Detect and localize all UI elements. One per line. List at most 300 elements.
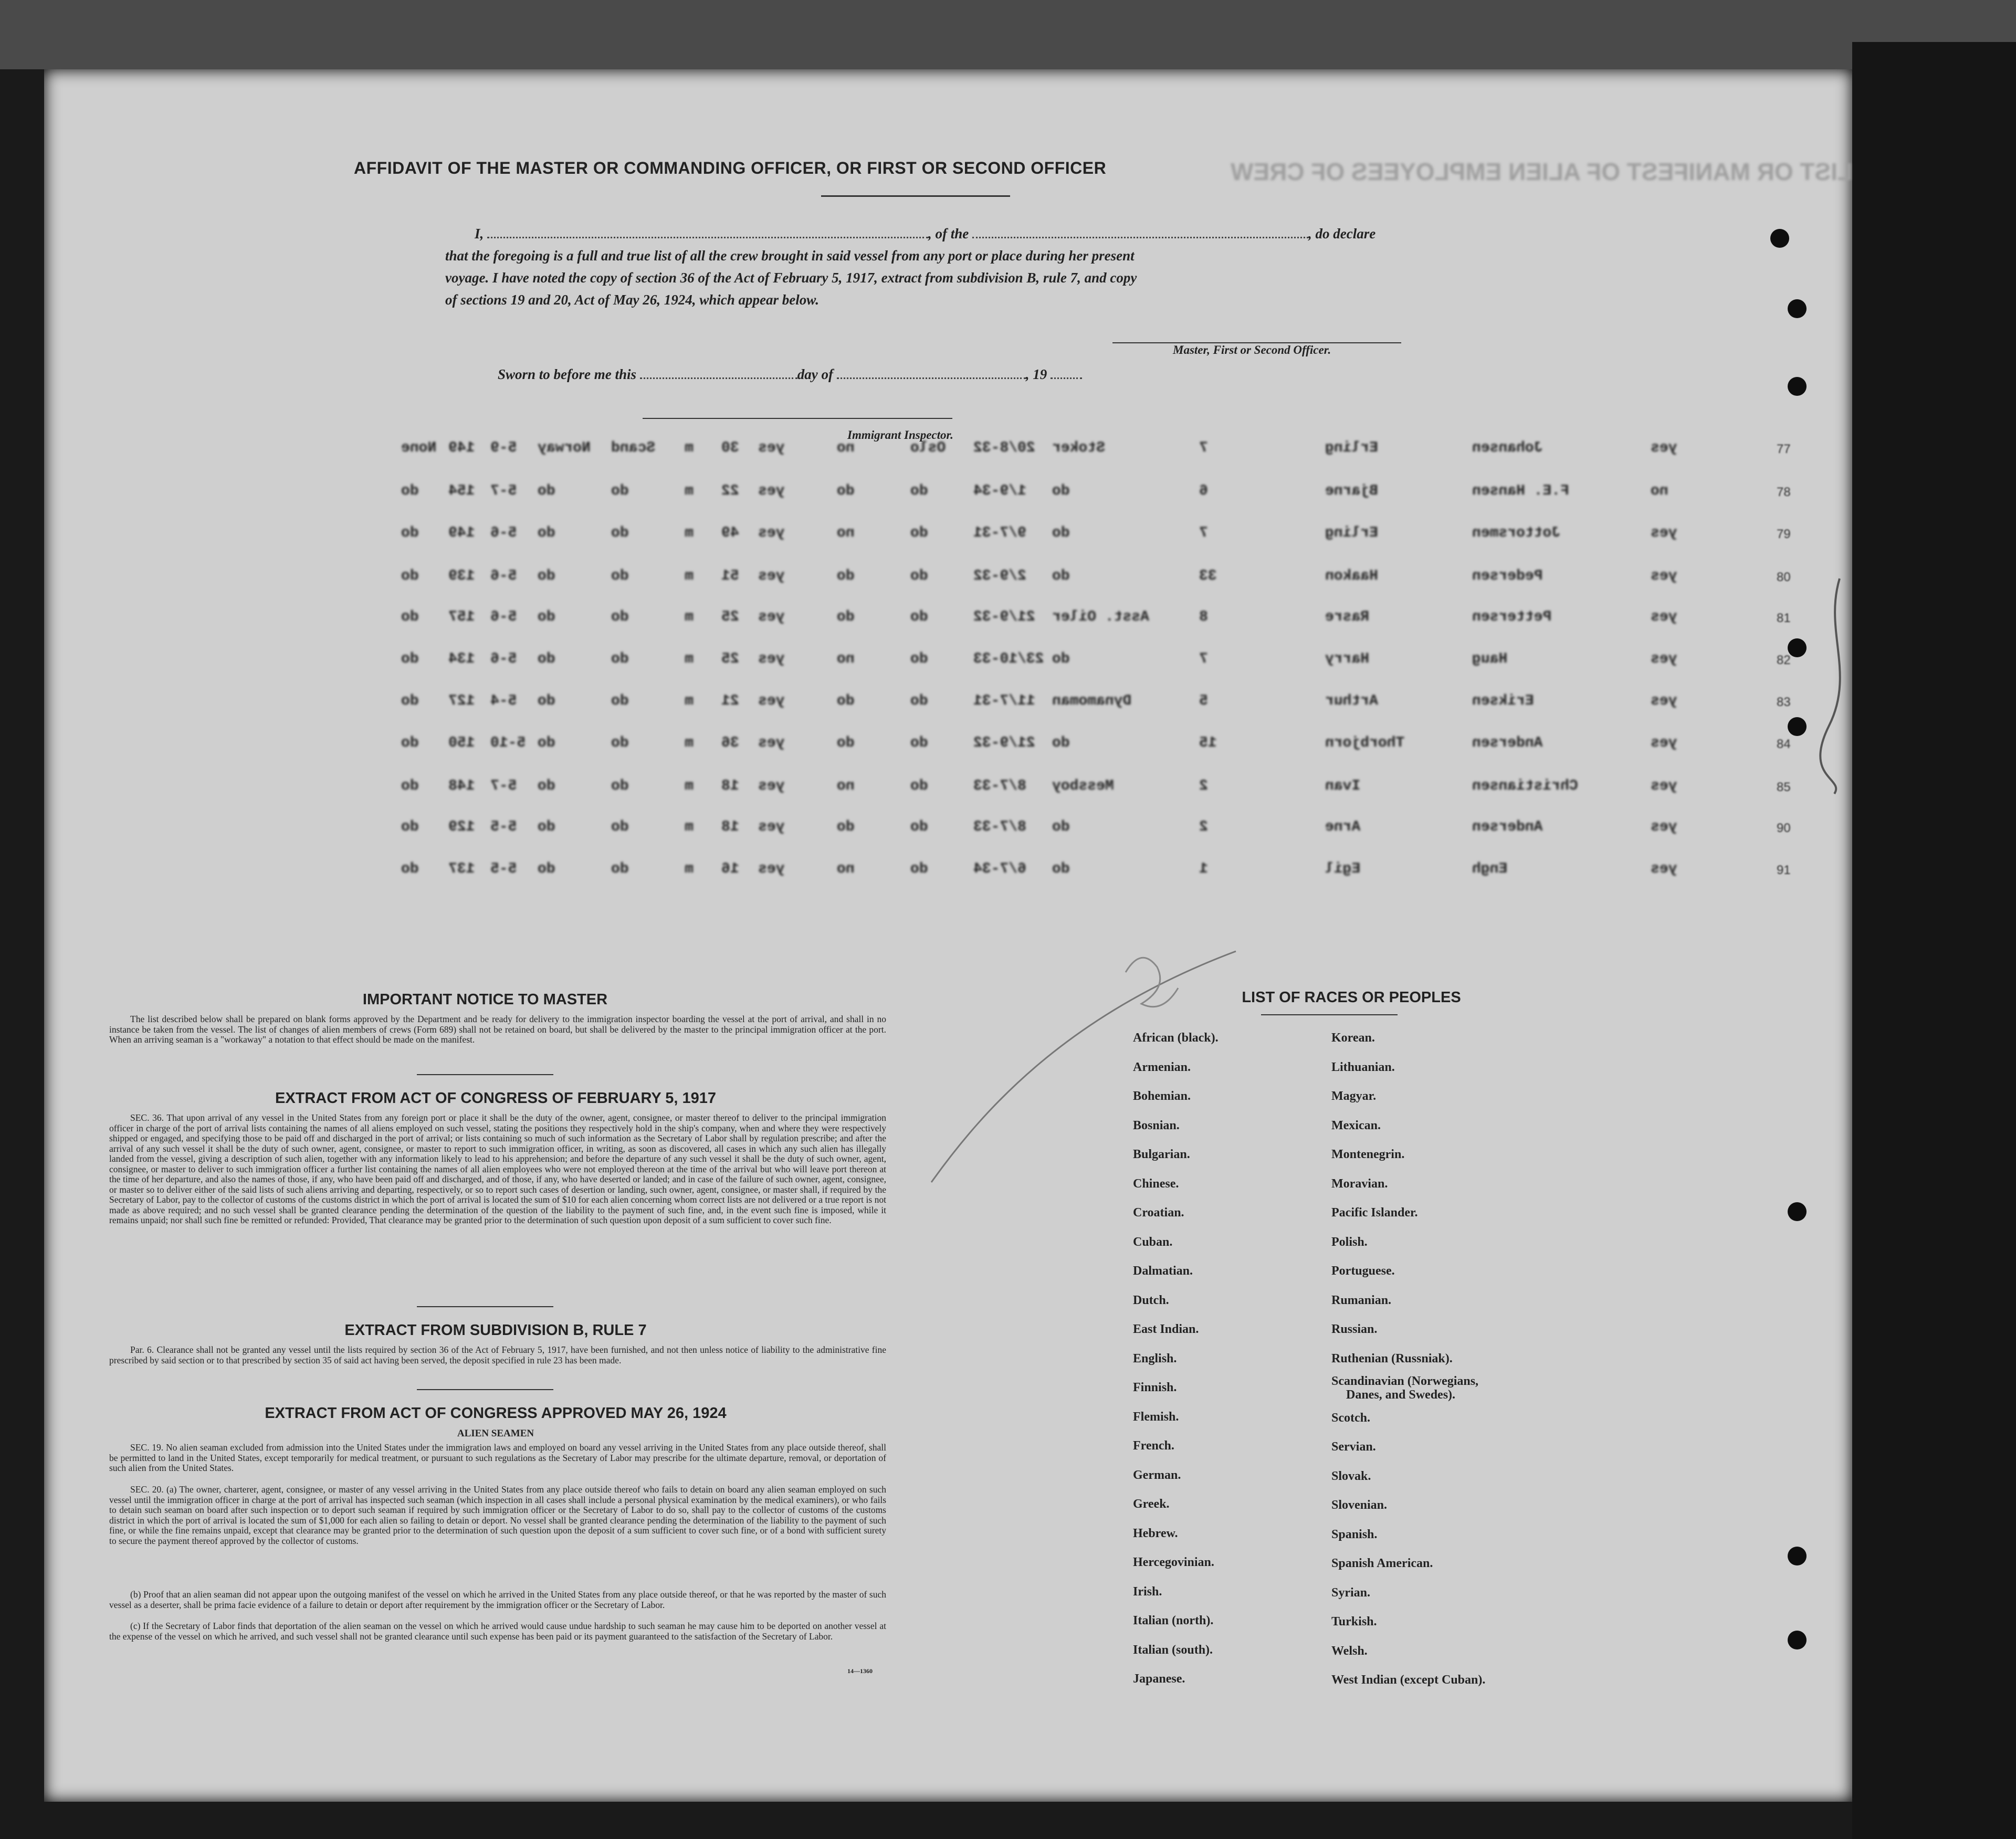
crew-cell-c2: do [837,735,855,751]
race-item-label: Slovak. [1331,1469,1371,1483]
inspector-signature-line [643,418,952,419]
race-item [1331,1257,1485,1286]
crew-cell-surname: Christiansen [1472,778,1578,794]
race-item-label: Korean. [1331,1031,1375,1045]
sworn-line [498,366,1082,383]
crew-cell-sex: m [685,735,694,751]
races-title: LIST OF RACES OR PEOPLES [1242,989,1461,1006]
race-item [1331,1315,1485,1344]
race-item: Italian (south). [1133,1643,1213,1657]
crew-cell-role: do [1052,819,1070,835]
crew-cell-c3: yes [758,440,785,456]
crew-cell-race: do [611,735,629,751]
notice-title: IMPORTANT NOTICE TO MASTER [362,991,608,1008]
crew-cell-c1: 8 [1199,609,1208,625]
crew-cell-age: 25 [721,609,739,625]
crew-cell-place: do [910,651,928,667]
crew-cell-c1: 1 [1199,861,1208,877]
crew-cell-sex: m [685,525,694,541]
race-item: Cuban. [1133,1235,1173,1249]
rule7-body: Par. 6. Clearance shall not be granted any vessel until the lists required by section 36 of the Act of February 5, 1917, have been furnished, and not then unless notice of liability to the administrative fine prescribed by said section or to that prescribed by section 35 of said act having been served, the deposit specified in rule 23 has been made. [109,1344,886,1365]
crew-cell-wt: 139 [448,568,475,584]
crew-cell-nat: do [538,819,555,835]
crew-cell-ans: no [1651,483,1668,499]
extract-1924-sec20c: (c) If the Secretary of Labor finds that deportation of the alien seaman on the vessel on which he arrived would cause undue hardship to such seaman he may cause him to be deported on another vessel at the expense of the vessel on which he arrived, and such vessel shall not be granted clearance until such expense has been paid or its payment guaranteed to the satisfaction of the Secretary of Labor. [109,1621,886,1642]
crew-cell-c1: 6 [1199,483,1208,499]
notice-body: The list described below shall be prepared on blank forms approved by the Department and be ready for delivery to the immigration inspector boarding the vessel at the port of arrival, and shall in no instance be taken from the vessel. The list of changes of alien members of crews (Form 689) shall not be retained on board, but shall be delivered by the master to the principal immigration officer at the port. When an arriving seaman is a "workaway" a notation to that effect should be made on the manifest. [109,1014,886,1045]
crew-cell-rem: do [401,819,419,835]
crew-row [338,735,1840,756]
race-item [1331,1462,1485,1491]
crew-cell-role: do [1052,568,1070,584]
crew-cell-nat: do [538,693,555,709]
notice-divider [417,1074,553,1075]
punch-hole [1770,229,1789,248]
crew-cell-date: 8/7-33 [973,778,1026,794]
race-item: Croatian. [1133,1206,1184,1220]
race-item [1331,1637,1485,1666]
crew-cell-c3: yes [758,778,785,794]
crew-cell-surname: Andersen [1472,735,1543,751]
affidavit-line4: of sections 19 and 20, Act of May 26, 1924, which appear below. [445,292,819,308]
crew-cell-rem: None [401,440,437,456]
crew-row [338,525,1840,546]
crew-cell-c1: 2 [1199,819,1208,835]
race-item-label: Slovenian. [1331,1498,1388,1512]
crew-cell-date: 6/7-34 [973,861,1026,877]
crew-cell-age: 30 [721,440,739,456]
crew-cell-c2: do [837,483,855,499]
race-item: Bosnian. [1133,1118,1180,1132]
race-item-label: West Indian (except Cuban). [1331,1673,1486,1687]
crew-cell-race: do [611,861,629,877]
crew-cell-age: 36 [721,735,739,751]
crew-row-number: 91 [1777,863,1791,877]
crew-cell-race: do [611,819,629,835]
crew-row-number: 80 [1777,570,1791,584]
sworn-year-blank [1051,377,1082,379]
crew-cell-rem: do [401,609,419,625]
race-item-label: Montenegrin. [1331,1148,1405,1161]
extract-1917-divider [417,1306,553,1307]
extract-1924-subtitle: ALIEN SEAMEN [457,1428,534,1439]
crew-cell-surname: Engh [1472,861,1508,877]
crew-cell-ans: yes [1651,735,1677,751]
crew-cell-race: do [611,483,629,499]
crew-cell-ht: 5-5 [490,861,517,877]
crew-cell-age: 25 [721,651,739,667]
crew-cell-place: do [910,693,928,709]
race-item: African (black). [1133,1031,1219,1045]
crew-row-number: 77 [1777,442,1791,456]
race-item: Irish. [1133,1584,1162,1599]
race-item [1331,1549,1485,1579]
race-item: German. [1133,1468,1181,1482]
punch-hole [1788,299,1807,318]
crew-cell-place: do [910,568,928,584]
race-item: Italian (north). [1133,1614,1214,1627]
rule7-title: EXTRACT FROM SUBDIVISION B, RULE 7 [344,1322,647,1339]
races-column-2 [1331,1024,1485,1695]
race-item [1331,1491,1485,1520]
crew-cell-role: do [1052,525,1070,541]
sworn-day-blank [640,377,797,379]
crew-cell-place: do [910,609,928,625]
crew-cell-c2: do [837,693,855,709]
crew-cell-wt: 134 [448,651,475,667]
race-item-label: Magyar. [1331,1089,1377,1103]
crew-cell-nat: do [538,861,555,877]
scanner-top-edge [0,0,2016,69]
manifest-sheet [44,69,1852,1802]
crew-cell-given: Harry [1325,651,1370,667]
crew-cell-surname: Johansen [1472,440,1543,456]
race-item-label: Moravian. [1331,1176,1388,1191]
crew-cell-given: Erling [1325,440,1378,456]
race-item: Bulgarian. [1133,1148,1190,1161]
race-item: Dalmatian. [1133,1264,1193,1278]
race-item-label: Mexican. [1331,1118,1381,1132]
crew-cell-wt: 129 [448,819,475,835]
race-item-label: Welsh. [1331,1644,1368,1658]
crew-cell-nat: do [538,651,555,667]
race-item [1331,1140,1485,1170]
extract-1924-sec20b: (b) Proof that an alien seaman did not appear upon the outgoing manifest of the vessel on which he arrived in the United States from any place outside thereof, or that he was reported by the master of such vessel as a deserter, shall be prima facie evidence of a failure to detain or deport after requirement by the immigration officer or the Secretary of Labor. [109,1589,886,1610]
crew-cell-given: Arthur [1325,693,1378,709]
crew-row [338,609,1840,630]
crew-cell-date: 8/7-33 [973,819,1026,835]
crew-row [338,568,1840,589]
crew-cell-c1: 2 [1199,778,1208,794]
crew-cell-age: 16 [721,861,739,877]
inspector-label: Immigrant Inspector. [847,428,953,442]
rule7-divider [417,1389,553,1390]
crew-cell-race: do [611,525,629,541]
race-item: Japanese. [1133,1672,1185,1686]
crew-cell-c1: 7 [1199,440,1208,456]
race-item-label: Scandinavian (Norwegians, [1331,1374,1479,1388]
crew-cell-rem: do [401,778,419,794]
crew-cell-sex: m [685,440,694,456]
crew-cell-c3: yes [758,651,785,667]
crew-cell-place: do [910,861,928,877]
crew-cell-nat: do [538,778,555,794]
crew-cell-date: 2/9-32 [973,568,1026,584]
race-item [1331,1666,1485,1695]
crew-row-number: 78 [1777,485,1791,499]
race-item: Hebrew. [1133,1526,1178,1540]
punch-hole [1788,717,1807,736]
crew-cell-age: 22 [721,483,739,499]
scanner-right-edge [1852,42,2016,1839]
races-divider [1261,1014,1398,1015]
crew-cell-rem: do [401,735,419,751]
crew-cell-ht: 5-6 [490,609,517,625]
crew-cell-age: 51 [721,568,739,584]
crew-cell-wt: 148 [448,778,475,794]
punch-hole [1788,377,1807,396]
crew-cell-sex: m [685,651,694,667]
crew-cell-nat: do [538,525,555,541]
crew-cell-age: 18 [721,778,739,794]
crew-row-number: 82 [1777,653,1791,667]
crew-cell-ht: 5-9 [490,440,517,456]
crew-cell-c2: no [837,778,855,794]
crew-cell-ht: 5-5 [490,819,517,835]
crew-cell-rem: do [401,651,419,667]
affidavit-declare-label: , do declare [1308,226,1376,241]
name-blank [487,237,928,238]
extract-1917-body: SEC. 36. That upon arrival of any vessel in the United States from any foreign port or place it shall be the duty of the owner, agent, consignee, or master thereof to deliver to the principal immigration officer in charge of the port of arrival lists containing the names of all aliens employed on such vessel, stating the positions they respectively hold in the ship's company, when and where they were respectively shipped or engaged, and specifying those to be paid off and discharged in the port of arrival; or lists containing so much of such information as the Secretary of Labor shall by regulation prescribe; and after the arrival of any such vessel it shall be the duty of such owner, agent, consignee, or master to report to such immigration officer, in writing, as soon as discovered, all cases in which any such alien has illegally landed from the vessel, giving a description of such alien, together with any information likely to lead to his apprehension; and before the departure of any such vessel it shall be the duty of such owner, agent, consignee, or master to deliver to such immigration officer a further list containing the names of all alien employees who were not employed thereon at the time of the arrival but who will leave port thereon at the time of her departure, and also the names of those, if any, who have been paid off and discharged, and of those, if any, who have deserted or landed; and in case of the failure of such owner, agent, consignee, or master so to deliver either of the said lists of such aliens arriving and departing, respectively, or so to report such cases of desertion or landing, such owner, agent, consignee, or master shall, if required by the Secretary of Labor, pay to the collector of customs of the customs district in which the port of arrival is located the sum of $10 for each alien concerning whom correct lists are not delivered or a true report is not made as above required; and no such vessel shall be granted clearance pending the determination of the question of the liability to the payment of such fine, and, in the event such fine is imposed, while it remains unpaid; nor shall such fine be remitted or refunded: Provided, That clearance may be granted prior to the determination of such question upon deposit of a sum sufficient to cover such fine. [109,1112,886,1225]
crew-cell-date: 11/7-31 [973,693,1035,709]
crew-cell-given: Ivan [1325,778,1361,794]
race-item-label: Syrian. [1331,1585,1371,1600]
crew-cell-sex: m [685,693,694,709]
crew-cell-race: do [611,609,629,625]
punch-hole [1788,1202,1807,1221]
race-item [1331,1373,1485,1404]
crew-cell-date: 1/9-34 [973,483,1026,499]
position-blank [972,237,1308,238]
crew-cell-ans: yes [1651,693,1677,709]
crew-cell-sex: m [685,861,694,877]
crew-cell-race: do [611,651,629,667]
crew-cell-rem: do [401,568,419,584]
extract-1917-title: EXTRACT FROM ACT OF CONGRESS OF FEBRUARY 5, 1917 [275,1090,717,1107]
sworn-day-of-label: day of [797,366,834,382]
crew-cell-role: do [1052,735,1070,751]
race-item [1331,1520,1485,1550]
title-divider [821,195,1010,197]
crew-cell-surname: Haug [1472,651,1508,667]
punch-hole [1788,638,1807,657]
crew-cell-race: Scand [611,440,656,456]
crew-row-number: 79 [1777,527,1791,541]
race-item-label: Servian. [1331,1440,1376,1454]
crew-cell-given: Haakon [1325,568,1378,584]
crew-cell-date: 9/7-31 [973,525,1026,541]
crew-cell-c1: 7 [1199,651,1208,667]
race-item [1331,1228,1485,1257]
crew-cell-c2: no [837,651,855,667]
crew-cell-race: do [611,568,629,584]
race-item: Greek. [1133,1497,1170,1511]
crew-cell-sex: m [685,568,694,584]
race-item [1331,1404,1485,1433]
crew-cell-surname: Eriksen [1472,693,1534,709]
race-item-label: Spanish. [1331,1527,1378,1541]
race-item [1331,1024,1485,1053]
crew-cell-rem: do [401,483,419,499]
crew-cell-nat: do [538,568,555,584]
crew-cell-age: 21 [721,693,739,709]
race-item [1331,1433,1485,1462]
crew-cell-sex: m [685,609,694,625]
crew-cell-ans: yes [1651,651,1677,667]
crew-cell-surname: Jottorsmen [1472,525,1561,541]
crew-cell-wt: 127 [448,693,475,709]
race-item-label: Turkish. [1331,1615,1377,1628]
crew-cell-surname: Andersen [1472,819,1543,835]
crew-cell-ans: yes [1651,861,1677,877]
crew-cell-ans: yes [1651,568,1677,584]
crew-cell-date: 21/9-32 [973,609,1035,625]
crew-cell-wt: 149 [448,525,475,541]
crew-cell-age: 18 [721,819,739,835]
race-item: Armenian. [1133,1060,1191,1074]
crew-cell-given: Erling [1325,525,1378,541]
crew-cell-date: 20/8-32 [973,440,1035,456]
crew-cell-surname: Pettersen [1472,609,1552,625]
punch-hole [1788,1631,1807,1649]
sworn-month-blank [837,377,1026,379]
race-item-label: Russian. [1331,1322,1378,1336]
crew-cell-sex: m [685,483,694,499]
crew-cell-c1: 15 [1199,735,1217,751]
sworn-year-label: , 19 [1025,366,1047,382]
crew-cell-sex: m [685,778,694,794]
crew-cell-ans: yes [1651,819,1677,835]
race-item: East Indian. [1133,1322,1199,1336]
crew-row-number: 85 [1777,780,1791,794]
crew-cell-place: do [910,819,928,835]
crew-row [338,440,1840,461]
crew-cell-age: 49 [721,525,739,541]
crew-cell-c3: yes [758,693,785,709]
crew-cell-sex: m [685,819,694,835]
extract-1924-sec19: SEC. 19. No alien seaman excluded from admission into the United States under the immigration laws and employed on board any vessel arriving in the United States from any place outside thereof, shall be permitted to land in the United States, except temporarily for medical treatment, or pursuant to such regulations as the Secretary of Labor may prescribe for the ultimate departure, removal, or deportation of such alien from the United States. [109,1442,886,1473]
extract-1924-title: EXTRACT FROM ACT OF CONGRESS APPROVED MAY 26, 1924 [265,1405,727,1422]
crew-cell-ans: yes [1651,778,1677,794]
crew-cell-c2: do [837,609,855,625]
crew-cell-given: Egil [1325,861,1361,877]
margin-mark [1819,568,1861,799]
crew-cell-c3: yes [758,735,785,751]
crew-cell-nat: do [538,609,555,625]
crew-cell-c3: yes [758,525,785,541]
master-label: Master, First or Second Officer. [1173,343,1331,356]
crew-cell-c1: 33 [1199,568,1217,584]
race-item [1331,1607,1485,1637]
crew-cell-wt: 150 [448,735,475,751]
race-item-label: Rumanian. [1331,1293,1392,1307]
crew-cell-ht: 5-4 [490,693,517,709]
race-item: Bohemian. [1133,1089,1191,1103]
crew-row-number: 81 [1777,611,1791,625]
crew-cell-nat: Norway [538,440,591,456]
crew-cell-ht: 5-7 [490,778,517,794]
crew-cell-ht: 5-6 [490,525,517,541]
crew-cell-ht: 5-7 [490,483,517,499]
race-item: Hercegovinian. [1133,1556,1214,1569]
race-item-continuation: Danes, and Swedes). [1346,1388,1456,1402]
race-item [1331,1286,1485,1316]
race-item [1331,1053,1485,1083]
crew-cell-race: do [611,693,629,709]
crew-row [338,651,1840,672]
race-item [1331,1199,1485,1228]
crew-row [338,861,1840,882]
crew-cell-ans: yes [1651,525,1677,541]
race-item-label: Scotch. [1331,1411,1370,1425]
crew-cell-place: Oslo [910,440,946,456]
crew-row [338,778,1840,799]
race-item: French. [1133,1439,1174,1453]
crew-cell-ans: yes [1651,609,1677,625]
race-item [1331,1344,1485,1374]
crew-cell-rem: do [401,693,419,709]
race-item [1331,1111,1485,1141]
crew-cell-given: Thorbjorn [1325,735,1405,751]
crew-cell-role: Stoker [1052,440,1105,456]
crew-cell-ht: 5-6 [490,568,517,584]
race-item-label: Lithuanian. [1331,1060,1395,1074]
punch-hole [1788,1547,1807,1565]
crew-cell-c1: 5 [1199,693,1208,709]
crew-cell-rem: do [401,861,419,877]
crew-cell-rem: do [401,525,419,541]
race-item [1331,1579,1485,1608]
crew-row-number: 83 [1777,695,1791,709]
race-item: English. [1133,1351,1177,1365]
crew-cell-nat: do [538,735,555,751]
race-item-label: Pacific Islander. [1331,1206,1418,1220]
crew-cell-place: do [910,483,928,499]
race-item [1331,1082,1485,1111]
crew-row [338,693,1840,714]
crew-cell-wt: 157 [448,609,475,625]
race-item: Chinese. [1133,1176,1179,1191]
crew-cell-c3: yes [758,483,785,499]
race-item-label: Ruthenian (Russniak). [1331,1351,1453,1365]
crew-cell-wt: 149 [448,440,475,456]
crew-cell-ht: 5-10 [490,735,526,751]
affidavit-of-the-label: , of the [928,226,969,241]
affidavit-line1 [475,226,1376,242]
form-number: 14—1360 [847,1667,873,1675]
race-item: Flemish. [1133,1410,1179,1424]
crew-cell-c2: do [837,568,855,584]
crew-cell-surname: Pedersen [1472,568,1543,584]
race-item [1331,1170,1485,1199]
crew-cell-c3: yes [758,861,785,877]
crew-cell-c3: yes [758,819,785,835]
race-item-label: Polish. [1331,1235,1368,1249]
race-item: Dutch. [1133,1293,1169,1307]
crew-cell-wt: 137 [448,861,475,877]
crew-row [338,819,1840,840]
crew-cell-c3: yes [758,568,785,584]
sworn-label: Sworn to before me this [498,366,637,382]
crew-cell-place: do [910,735,928,751]
race-item-label: Portuguese. [1331,1264,1395,1278]
affidavit-i-label: I, [475,226,484,241]
crew-row [338,483,1840,504]
crew-row-number: 90 [1777,821,1791,835]
crew-cell-nat: do [538,483,555,499]
crew-cell-role: Asst. Oiler [1052,609,1149,625]
crew-cell-given: Rasre [1325,609,1370,625]
extract-1924-sec20a: SEC. 20. (a) The owner, charterer, agent, consignee, or master of any vessel arriving in the United States from any place outside thereof who fails to detain on board any alien seaman employed on such vessel until the immigration officer in charge at the port of arrival has inspected such seaman (which inspection in all cases shall include a personal physical examination by the medical examiners), or who fails to detain such seaman on board after such inspection or to deport such seaman if required by such immigration officer or the Secretary of Labor to do so, shall pay to the collector of customs of the customs district in which the port of arrival is located the sum of $1,000 for each alien so failing to detain or deport. No vessel shall be granted clearance pending the determination of the liability to the payment of such fine, or while the fine remains unpaid, except that clearance may be granted prior to the determination of such question upon the deposit of a sum sufficient to cover such fine, or of a bond with sufficient surety to secure the payment thereof approved by the collector of customs. [109,1484,886,1546]
affidavit-title: AFFIDAVIT OF THE MASTER OR COMMANDING OFFICER, OR FIRST OR SECOND OFFICER [354,159,1107,177]
race-item-label: Spanish American. [1331,1557,1433,1570]
crew-cell-given: Bjarne [1325,483,1378,499]
bleed-through-header: LIST OR MANIFEST OF ALIEN EMPLOYEES OF CREW [1231,158,1853,185]
crew-cell-role: do [1052,861,1070,877]
crew-cell-ans: yes [1651,440,1677,456]
crew-cell-place: do [910,525,928,541]
crew-cell-role: do [1052,483,1070,499]
